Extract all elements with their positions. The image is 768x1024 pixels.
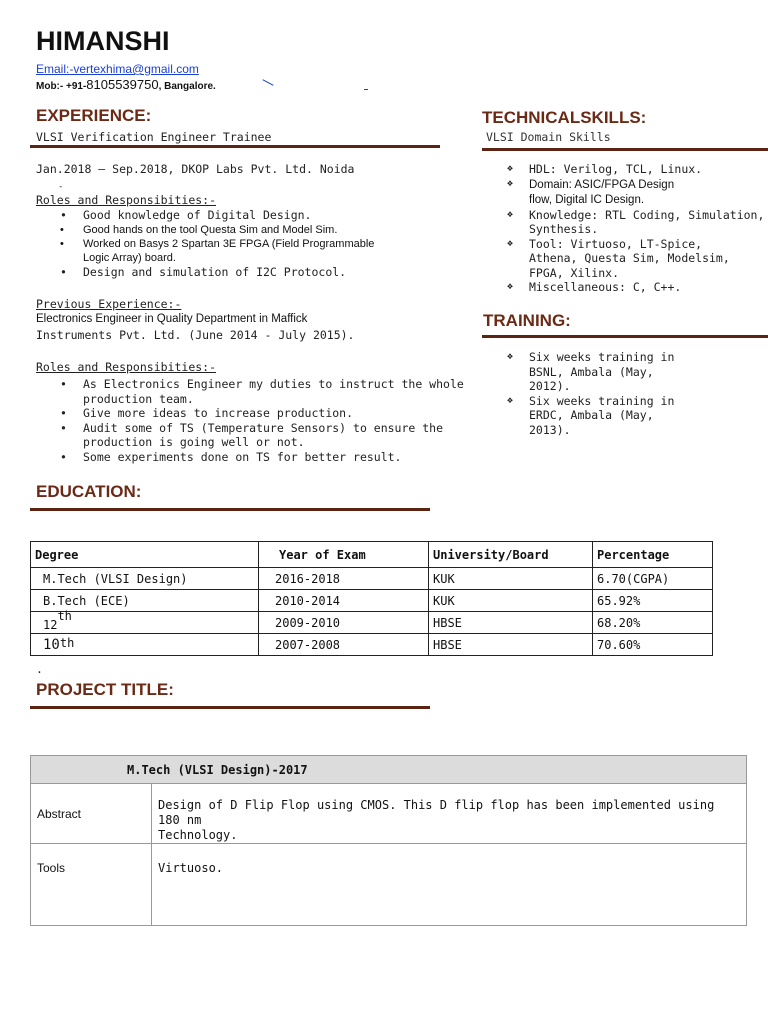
experience-rule: [30, 145, 440, 148]
table-cell: 12th: [31, 612, 259, 634]
column-header: Year of Exam: [259, 542, 429, 568]
table-cell: KUK: [429, 590, 593, 612]
table-header-row: [31, 542, 713, 568]
list-item: • Some experiments done on TS for better result.: [36, 450, 464, 465]
list-item: • Audit some of TS (Temperature Sensors) to ensure the: [36, 421, 464, 436]
technical-skills-heading: TECHNICALSKILLS:: [482, 108, 647, 127]
project-title: M.Tech (VLSI Design)-2017: [31, 756, 747, 784]
technical-skills-rule: [482, 148, 768, 151]
list-item: ❖ Tool: Virtuoso, LT-Spice,: [507, 237, 764, 252]
list-item: • Good hands on the tool Questa Sim and Model Sim.: [36, 223, 374, 237]
list-item-continuation: ERDC, Ambala (May,: [529, 408, 654, 422]
table-cell: 6.70(CGPA): [593, 568, 713, 590]
tools-value: Virtuoso.: [152, 844, 747, 926]
experience-heading: EXPERIENCE:: [36, 106, 152, 125]
table-cell: 2007-2008: [259, 634, 429, 656]
experience-role: VLSI Verification Engineer Trainee: [36, 130, 272, 144]
list-item-continuation: BSNL, Ambala (May,: [529, 364, 654, 379]
training-list: [507, 350, 674, 437]
table-cell: 10th: [31, 634, 259, 656]
list-item-continuation: production team.: [83, 391, 194, 406]
list-item: • As Electronics Engineer my duties to instruct the whole: [36, 377, 464, 392]
table-row: [31, 784, 747, 844]
table-cell: HBSE: [429, 634, 593, 656]
table-cell: 2010-2014: [259, 590, 429, 612]
table-cell: HBSE: [429, 612, 593, 634]
technical-skills-list: [507, 162, 764, 295]
list-item: ❖ Six weeks training in: [507, 350, 674, 365]
experience-company: Jan.2018 – Sep.2018, DKOP Labs Pvt. Ltd. Noida: [36, 162, 355, 176]
project-heading: PROJECT TITLE:: [36, 680, 174, 699]
education-table: [30, 541, 713, 656]
training-heading: TRAINING:: [483, 311, 571, 330]
abstract-value: Design of D Flip Flop using CMOS. This D flip flop has been implemented using 180 nm Technology.: [152, 784, 747, 844]
list-item-continuation: 2012).: [529, 379, 571, 393]
previous-experience-heading: Previous Experience:-: [36, 297, 182, 311]
table-row: [31, 756, 747, 784]
table-cell: 70.60%: [593, 634, 713, 656]
training-rule: [482, 335, 768, 338]
list-item-continuation: production is going well or not.: [83, 435, 305, 449]
list-item: • Good knowledge of Digital Design.: [36, 208, 374, 223]
list-item: ❖ Six weeks training in: [507, 394, 674, 409]
list-item-continuation: 2013).: [529, 422, 571, 437]
list-item: • Design and simulation of I2C Protocol.: [36, 265, 374, 280]
mobile-line: [36, 77, 216, 92]
email-link[interactable]: Email:-vertexhima@gmail.com: [36, 62, 199, 76]
roles-heading-2: Roles and Responsibities:-: [36, 360, 217, 374]
stray-mark: [262, 79, 273, 86]
column-header: Degree: [31, 542, 259, 568]
table-cell: 68.20%: [593, 612, 713, 634]
list-item-continuation: FPGA, Xilinx.: [529, 265, 620, 280]
column-header: University/Board: [429, 542, 593, 568]
mobile-label: Mob:- +91-: [36, 81, 87, 92]
table-row: [31, 568, 713, 590]
candidate-name: HIMANSHI: [36, 26, 170, 56]
list-item-continuation: flow, Digital IC Design.: [529, 194, 645, 206]
list-item-continuation: Athena, Questa Sim, Modelsim,: [529, 251, 730, 265]
technical-skills-subtitle: VLSI Domain Skills: [486, 130, 611, 144]
previous-experience-line2: Instruments Pvt. Ltd. (June 2014 - July 2015).: [36, 328, 355, 342]
table-row: [31, 634, 713, 656]
project-rule: [30, 706, 430, 709]
table-cell: 2016-2018: [259, 568, 429, 590]
column-header: Percentage: [593, 542, 713, 568]
list-item-continuation: Logic Array) board.: [83, 251, 176, 264]
education-rule: [30, 508, 430, 511]
table-row: [31, 612, 713, 634]
list-item: ❖ Domain: ASIC/FPGA Design: [507, 177, 764, 193]
stray-dot: .: [36, 662, 43, 676]
roles-list-1: [36, 208, 374, 279]
table-cell: M.Tech (VLSI Design): [31, 568, 259, 590]
education-heading: EDUCATION:: [36, 482, 142, 501]
roles-list-2: [36, 377, 464, 464]
ordinal-suffix: th: [57, 609, 72, 623]
tools-label: Tools: [31, 844, 152, 926]
project-table: [30, 755, 747, 926]
stray-dash: -: [58, 182, 64, 192]
list-item: • Worked on Basys 2 Spartan 3E FPGA (Field Programmable: [36, 237, 374, 251]
list-item: ❖ HDL: Verilog, TCL, Linux.: [507, 162, 764, 177]
previous-experience-line1: Electronics Engineer in Quality Department in Maffick: [36, 313, 308, 325]
table-cell: KUK: [429, 568, 593, 590]
stray-mark: [364, 89, 368, 90]
list-item: ❖ Knowledge: RTL Coding, Simulation,: [507, 208, 764, 223]
table-cell: 2009-2010: [259, 612, 429, 634]
table-cell: B.Tech (ECE): [31, 590, 259, 612]
list-item: ❖ Miscellaneous: C, C++.: [507, 280, 764, 295]
table-row: [31, 844, 747, 926]
roles-heading-1: Roles and Responsibities:-: [36, 193, 217, 207]
table-row: [31, 590, 713, 612]
mobile-location: , Bangalore.: [158, 81, 216, 92]
list-item-continuation: Synthesis.: [529, 222, 599, 236]
list-item: • Give more ideas to increase production.: [36, 406, 464, 421]
ordinal-suffix: th: [59, 635, 75, 650]
abstract-label: Abstract: [31, 784, 152, 844]
table-cell: 65.92%: [593, 590, 713, 612]
mobile-number: 8105539750: [86, 77, 159, 92]
